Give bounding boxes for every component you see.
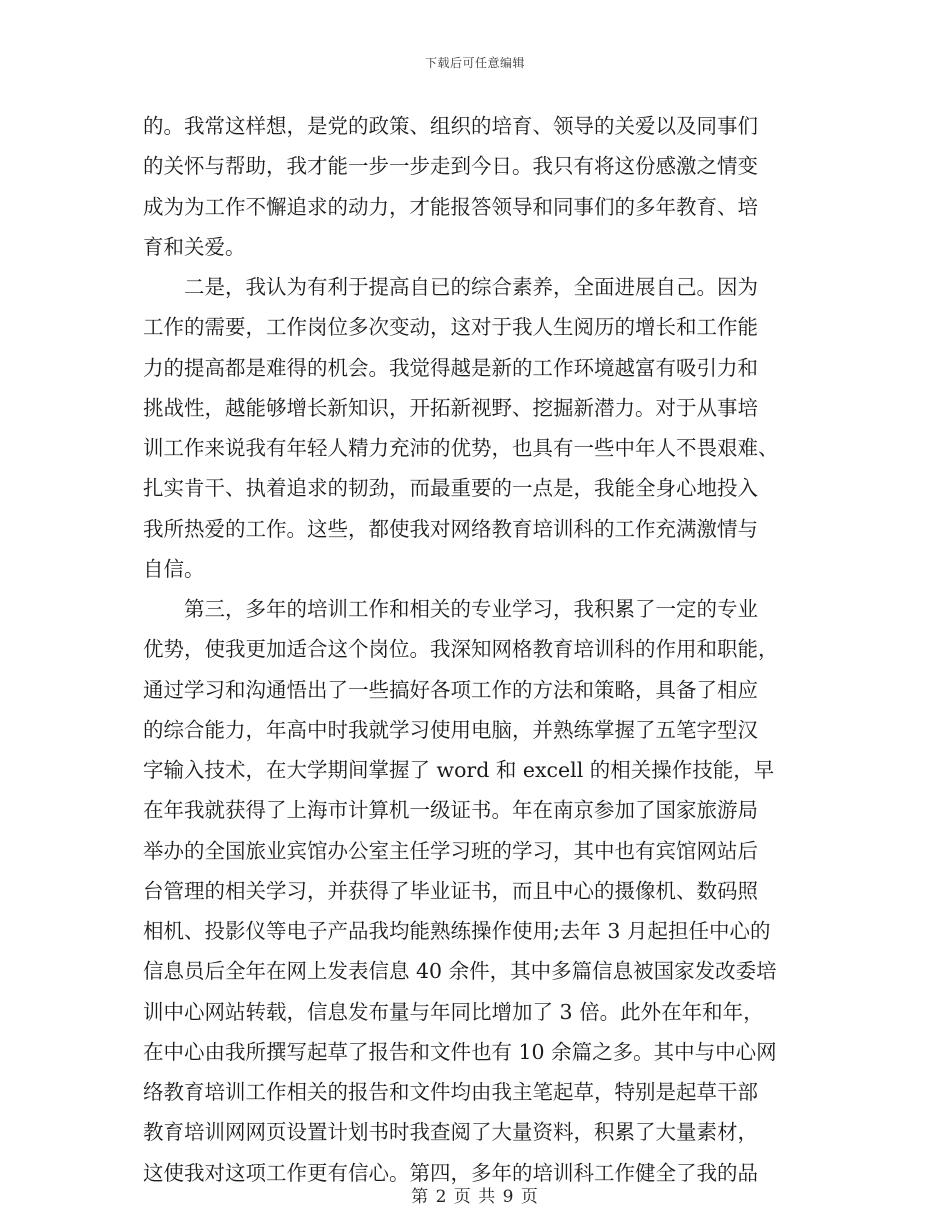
- text-line: 在年我就获得了上海市计算机一级证书。年在南京参加了国家旅游局: [143, 798, 758, 823]
- text-line: 这使我对这项工作更有信心。第四，多年的培训科工作健全了我的品: [143, 1160, 758, 1185]
- page-header-note: 下载后可任意编辑: [424, 56, 525, 70]
- text-line: 训工作来说我有年轻人精力充沛的优势，也具有一些中年人不畏艰难、: [143, 436, 779, 460]
- text-line: 络教育培训工作相关的报告和文件均由我主笔起草，特别是起草干部: [143, 1080, 758, 1104]
- text-line: 训中心网站转载，信息发布量与年同比增加了 3 倍。此外在年和年，: [143, 999, 764, 1024]
- text-line: 扎实肯干、执着追求的韧劲，而最重要的一点是，我能全身心地投入: [143, 476, 758, 501]
- text-line: 相机、投影仪等电子产品我均能熟练操作使用;去年 3 月起担任中心的: [143, 919, 771, 943]
- text-line: 我所热爱的工作。这些，都使我对网络教育培训科的工作充满激情与: [143, 516, 758, 541]
- text-line: 台管理的相关学习，并获得了毕业证书，而且中心的摄像机、数码照: [143, 878, 758, 903]
- text-line: 的关怀与帮助，我才能一步一步走到今日。我只有将这份感激之情变: [143, 154, 758, 179]
- text-line: 的。我常这样想，是党的政策、组织的培育、领导的关爱以及同事们: [143, 114, 758, 138]
- text-line: 字输入技术，在大学期间掌握了 word 和 excell 的相关操作技能，早: [143, 758, 775, 782]
- page-number: 第 2 页 共 9 页: [411, 1187, 539, 1207]
- document-body: [143, 106, 808, 1193]
- text-line: 教育培训网网页设置计划书时我查阅了大量资料，积累了大量素材，: [143, 1120, 758, 1145]
- text-line: 二是，我认为有利于提高自已的综合素养，全面进展自己。因为: [143, 275, 758, 299]
- text-line: 信息员后全年在网上发表信息 40 余件，其中多篇信息被国家发改委培: [143, 959, 777, 984]
- text-line: 力的提高都是难得的机会。我觉得越是新的工作环境越富有吸引力和: [143, 355, 758, 380]
- text-line: 自信。: [143, 556, 205, 581]
- text-line: 举办的全国旅业宾馆办公室主任学习班的学习，其中也有宾馆网站后: [143, 838, 758, 863]
- text-line: 优势，使我更加适合这个岗位。我深知网格教育培训科的作用和职能，: [143, 637, 779, 662]
- text-line: 第三，多年的培训工作和相关的专业学习，我积累了一定的专业: [143, 597, 758, 621]
- text-line: 育和关爱。: [143, 234, 246, 259]
- text-line: 挑战性，越能够增长新知识，开拓新视野、挖掘新潜力。对于从事培: [143, 395, 758, 420]
- text-line: 的综合能力，年高中时我就学习使用电脑，并熟练掌握了五笔字型汉: [143, 717, 758, 742]
- text-line: 工作的需要，工作岗位多次变动，这对于我人生阅历的增长和工作能: [143, 315, 758, 340]
- text-line: 通过学习和沟通悟出了一些搞好各项工作的方法和策略，具备了相应: [143, 677, 758, 702]
- text-line: 成为为工作不懈追求的动力，才能报答领导和同事们的多年教育、培: [143, 194, 758, 219]
- text-line: 在中心由我所撰写起草了报告和文件也有 10 余篇之多。其中与中心网: [143, 1039, 777, 1064]
